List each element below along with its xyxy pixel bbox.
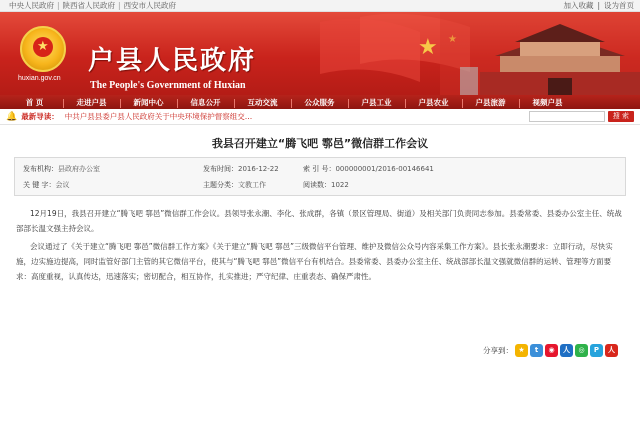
link-central-gov[interactable]: 中央人民政府: [9, 1, 54, 10]
qzone-share-icon[interactable]: ★: [515, 344, 528, 357]
nav-public-services[interactable]: 公众服务: [291, 97, 348, 108]
svg-text:★: ★: [448, 34, 457, 45]
news-ticker: [0, 109, 640, 125]
keyword-label: 关 键 字：: [23, 181, 56, 189]
nav-tourism[interactable]: 户县旅游: [462, 97, 519, 108]
category-label: 主题分类：: [203, 181, 238, 189]
article-body: [16, 206, 624, 356]
category-value: 文教工作: [238, 181, 266, 189]
nav-news-center[interactable]: 新闻中心: [120, 97, 177, 108]
top-utility-bar: [0, 0, 640, 12]
national-emblem-icon: ★: [20, 26, 66, 72]
nav-video[interactable]: 视频户县: [519, 97, 576, 108]
set-homepage-link[interactable]: 设为首页: [604, 1, 634, 10]
date-value: 2016-12-22: [238, 165, 279, 173]
site-subtitle: The People's Government of Huxian: [90, 80, 246, 91]
article-paragraph: 会议通过了《关于建立“腾飞吧 鄠邑”微信群工作方案》《关于建立“腾飞吧 鄠邑”三级微信平台管理、维护及微信公众号内容采集工作方案》。县长张永潮要求：立即行动，尽快实施，边实施边提高，同时监管好部门主管的其它微信平台，使其与“腾飞吧 鄠邑”微信平台有机结合。县委常委、县委办公室主任、统战部部长温文强就微信群的运转、管理等方面要求：高度重视，认真传达，迅速落实；密切配合，相互协作，扎实推进；严守纪律、庄重表态、确保严肃性。: [16, 242, 613, 281]
views-label: 阅读数：: [303, 181, 331, 189]
site-url: huxian.gov.cn: [18, 75, 61, 82]
wechat-share-icon[interactable]: ◎: [575, 344, 588, 357]
link-xian-gov[interactable]: 西安市人民政府: [123, 1, 177, 10]
main-nav: [0, 95, 640, 109]
nav-about-huxian[interactable]: 走进户县: [63, 97, 120, 108]
link-shaanxi-gov[interactable]: 陕西省人民政府: [62, 1, 116, 10]
metadata-row: [15, 161, 625, 177]
separator: |: [57, 1, 60, 10]
share-label: 分享到：: [483, 346, 513, 355]
nav-agriculture[interactable]: 户县农业: [405, 97, 462, 108]
index-label: 索 引 号：: [303, 165, 336, 173]
share-bar: [483, 344, 618, 357]
site-banner: [0, 12, 640, 95]
ticker-label: 最新导读：: [21, 112, 59, 121]
search-button[interactable]: 搜 索: [608, 111, 634, 122]
article-paragraph: 12月19日，我县召开建立“腾飞吧 鄠邑”微信群工作会议。县领导张永潮、李化、张成群，各镇（景区管理局、街道）及相关部门负责同志参加。县委常委、县委办公室主任、统战部部长温文强主持会议。: [16, 209, 622, 233]
tencent-weibo-share-icon[interactable]: t: [530, 344, 543, 357]
sina-weibo-share-icon[interactable]: ◉: [545, 344, 558, 357]
svg-text:★: ★: [418, 35, 438, 60]
date-label: 发布时间：: [203, 165, 238, 173]
ticker-headline[interactable]: 中共户县县委户县人民政府关于中央环境保护督察组交…: [64, 112, 253, 121]
index-value: 000000001/2016-00146641: [335, 165, 434, 173]
pengyou-share-icon[interactable]: P: [590, 344, 603, 357]
article-title: 我县召开建立“腾飞吧 鄠邑”微信群工作会议: [211, 137, 429, 150]
publisher-label: 发布机构：: [23, 165, 58, 173]
separator: |: [118, 1, 121, 10]
site-title: 户县人民政府: [88, 46, 257, 76]
article-metadata: [14, 157, 626, 196]
nav-info-disclosure[interactable]: 信息公开: [177, 97, 234, 108]
nav-industry[interactable]: 户县工业: [348, 97, 405, 108]
views-value: 1022: [331, 181, 349, 189]
search-area: [529, 111, 634, 122]
people-share-icon[interactable]: 人: [605, 344, 618, 357]
gov-links: [6, 0, 179, 11]
search-input[interactable]: [529, 111, 605, 122]
metadata-row: [15, 177, 625, 193]
site-actions: [563, 0, 634, 11]
add-favorite-link[interactable]: 加入收藏: [563, 1, 594, 10]
keyword-value: 会议: [55, 181, 70, 189]
bell-icon: 🔔: [6, 111, 18, 122]
city-gate-illustration: [440, 12, 640, 95]
publisher-value: 县政府办公室: [58, 165, 100, 173]
separator: |: [597, 1, 600, 10]
nav-interaction[interactable]: 互动交流: [234, 97, 291, 108]
renren-share-icon[interactable]: 人: [560, 344, 573, 357]
nav-home[interactable]: 首 页: [25, 97, 44, 107]
